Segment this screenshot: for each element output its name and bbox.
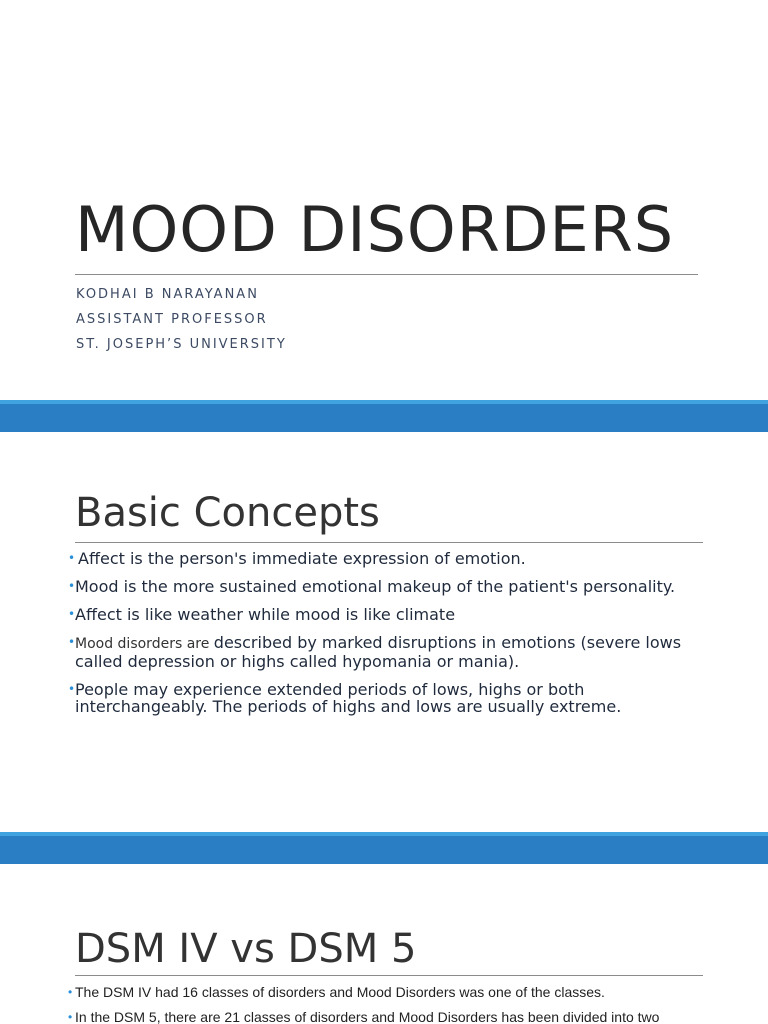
presenter-institution: ST. JOSEPH’S UNIVERSITY (76, 337, 287, 352)
basic-concepts-slide (0, 432, 768, 832)
bullet-item: • Mood disorders are described by marked disruptions in emotions (severe lows called depression or highs called hypomania or mania). (68, 633, 682, 671)
bullet-item: • Mood is the more sustained emotional makeup of the patient's personality. (68, 577, 676, 596)
slide-separator (0, 832, 768, 864)
bullet-list (68, 984, 708, 1024)
presentation-title: MOOD DISORDERS (75, 193, 675, 266)
slide-title: DSM IV vs DSM 5 (75, 926, 417, 972)
presenter-role: ASSISTANT PROFESSOR (76, 312, 268, 327)
bullet-icon: • (68, 985, 73, 999)
bullet-icon: • (68, 682, 76, 696)
bullet-item: • People may experience extended periods of lows, highs or both interchangeably. The periods of highs and lows are usually extreme. (68, 680, 622, 716)
presenter-info (76, 282, 287, 357)
bullet-icon: • (68, 579, 76, 593)
title-slide (0, 0, 768, 400)
title-underline (75, 975, 703, 976)
bullet-list (68, 550, 708, 726)
bullet-icon: • (68, 551, 76, 565)
bullet-icon: • (68, 607, 76, 621)
slide-separator (0, 400, 768, 432)
bullet-item: • In the DSM 5, there are 21 classes of disorders and Mood Disorders has been divided into two (68, 1009, 660, 1024)
slide-title: Basic Concepts (75, 490, 380, 536)
bullet-item: • Affect is the person's immediate expression of emotion. (68, 549, 526, 568)
dsm-comparison-slide (0, 864, 768, 1024)
bullet-icon: • (68, 635, 76, 649)
bullet-icon: • (68, 1010, 73, 1024)
bullet-item: • Affect is like weather while mood is like climate (68, 605, 456, 624)
bullet-item: • The DSM IV had 16 classes of disorders and Mood Disorders was one of the classes. (68, 984, 605, 1000)
title-underline (75, 542, 703, 543)
title-underline (75, 274, 698, 275)
presenter-name: KODHAI B NARAYANAN (76, 287, 259, 302)
